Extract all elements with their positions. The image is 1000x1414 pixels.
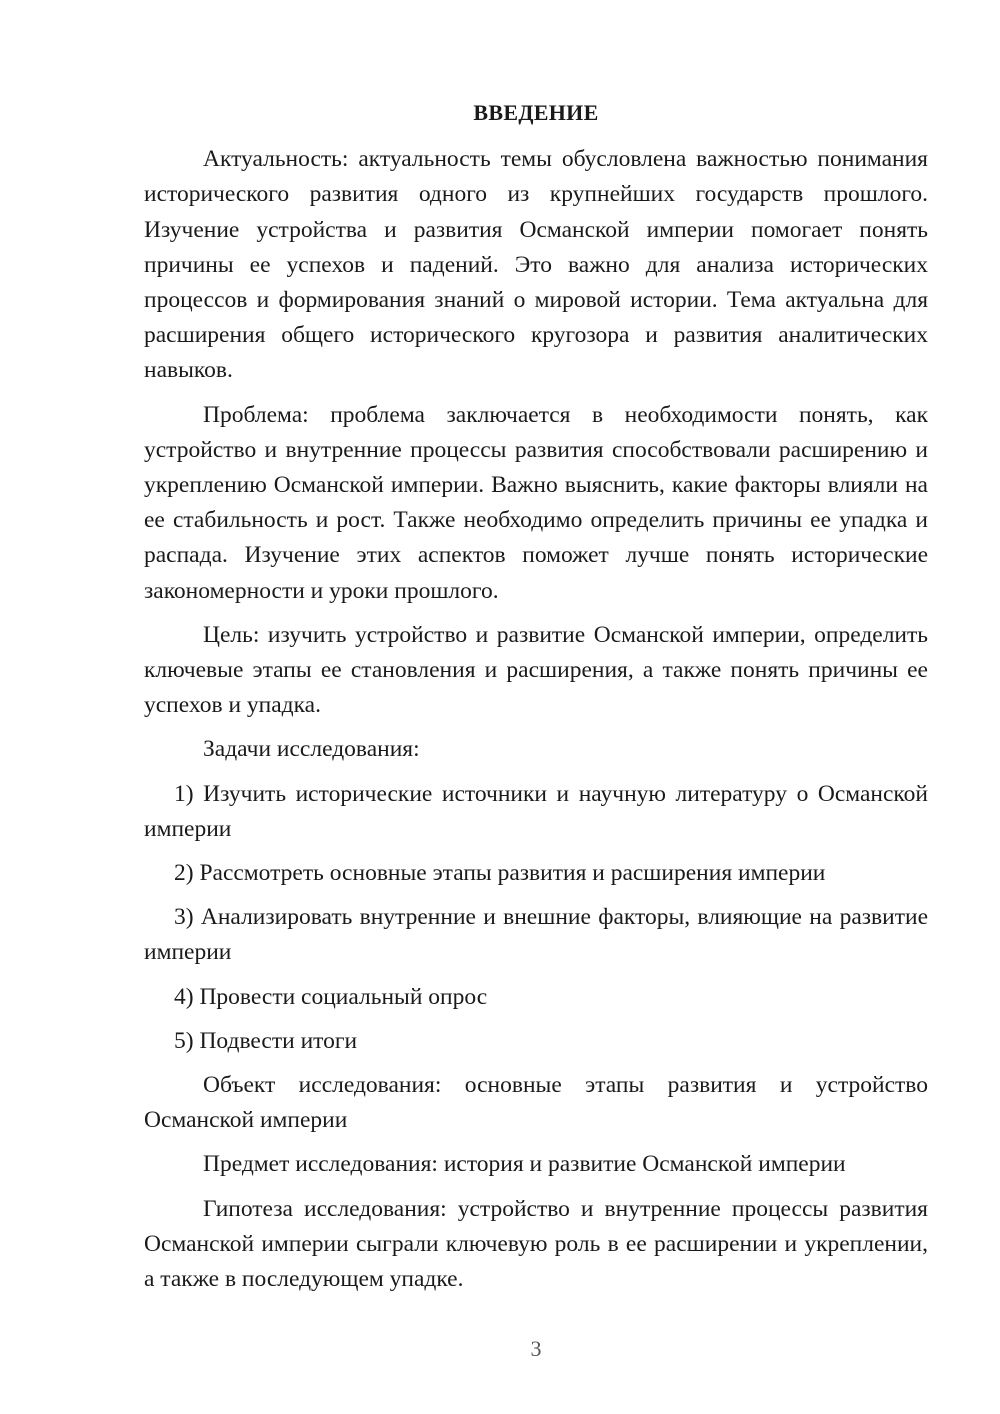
tasks-heading: Задачи исследования: — [203, 736, 420, 763]
list-item: 2) Рассмотреть основные этапы развития и расширения империи — [174, 860, 826, 887]
relevance-paragraph: Актуальность: актуальность темы обусловлена важностью понимания исторического развития одного из крупнейших государств прошлого. Изучение устройства и развития Османской империи помогает понять причины ее успехов и падений. Это важно для анализа исторических процессов и формирования знаний о мировой истории. Тема актуальна для расширения общего исторического кругозора и развития аналитических навыков. — [144, 146, 928, 384]
list-item: 5) Подвести итоги — [174, 1027, 358, 1054]
page-number: 3 — [530, 1336, 542, 1361]
object-paragraph: Объект исследования: основные этапы развития и устройство Османской империи — [144, 1072, 928, 1134]
page-content — [144, 95, 928, 1306]
list-item: 1) Изучить исторические источники и научную литературу о Османской империи — [144, 780, 928, 842]
goal-paragraph: Цель: изучить устройство и развитие Османской империи, определить ключевые этапы ее становления и расширения, а также понять причины ее успехов и упадка. — [144, 621, 928, 719]
hypothesis-paragraph: Гипотеза исследования: устройство и внутренние процессы развития Османской империи сыграли ключевую роль в ее расширении и укреплении, а также в последующем упадке. — [144, 1195, 928, 1293]
subject-paragraph: Предмет исследования: история и развитие Османской империи — [203, 1151, 846, 1178]
problem-paragraph: Проблема: проблема заключается в необходимости понять, как устройство и внутренние процессы развития способствовали расширению и укреплению Османской империи. Важно выяснить, какие факторы влияли на ее стабильность и рост. Также необходимо определить причины ее упадка и распада. Изучение этих аспектов поможет лучше понять исторические закономерности и уроки прошлого. — [144, 401, 928, 604]
tasks-list — [144, 777, 928, 1059]
list-item: 3) Анализировать внутренние и внешние факторы, влияющие на развитие империи — [144, 904, 928, 966]
list-item: 4) Провести социальный опрос — [174, 983, 488, 1010]
page-title: ВВЕДЕНИЕ — [473, 100, 599, 125]
